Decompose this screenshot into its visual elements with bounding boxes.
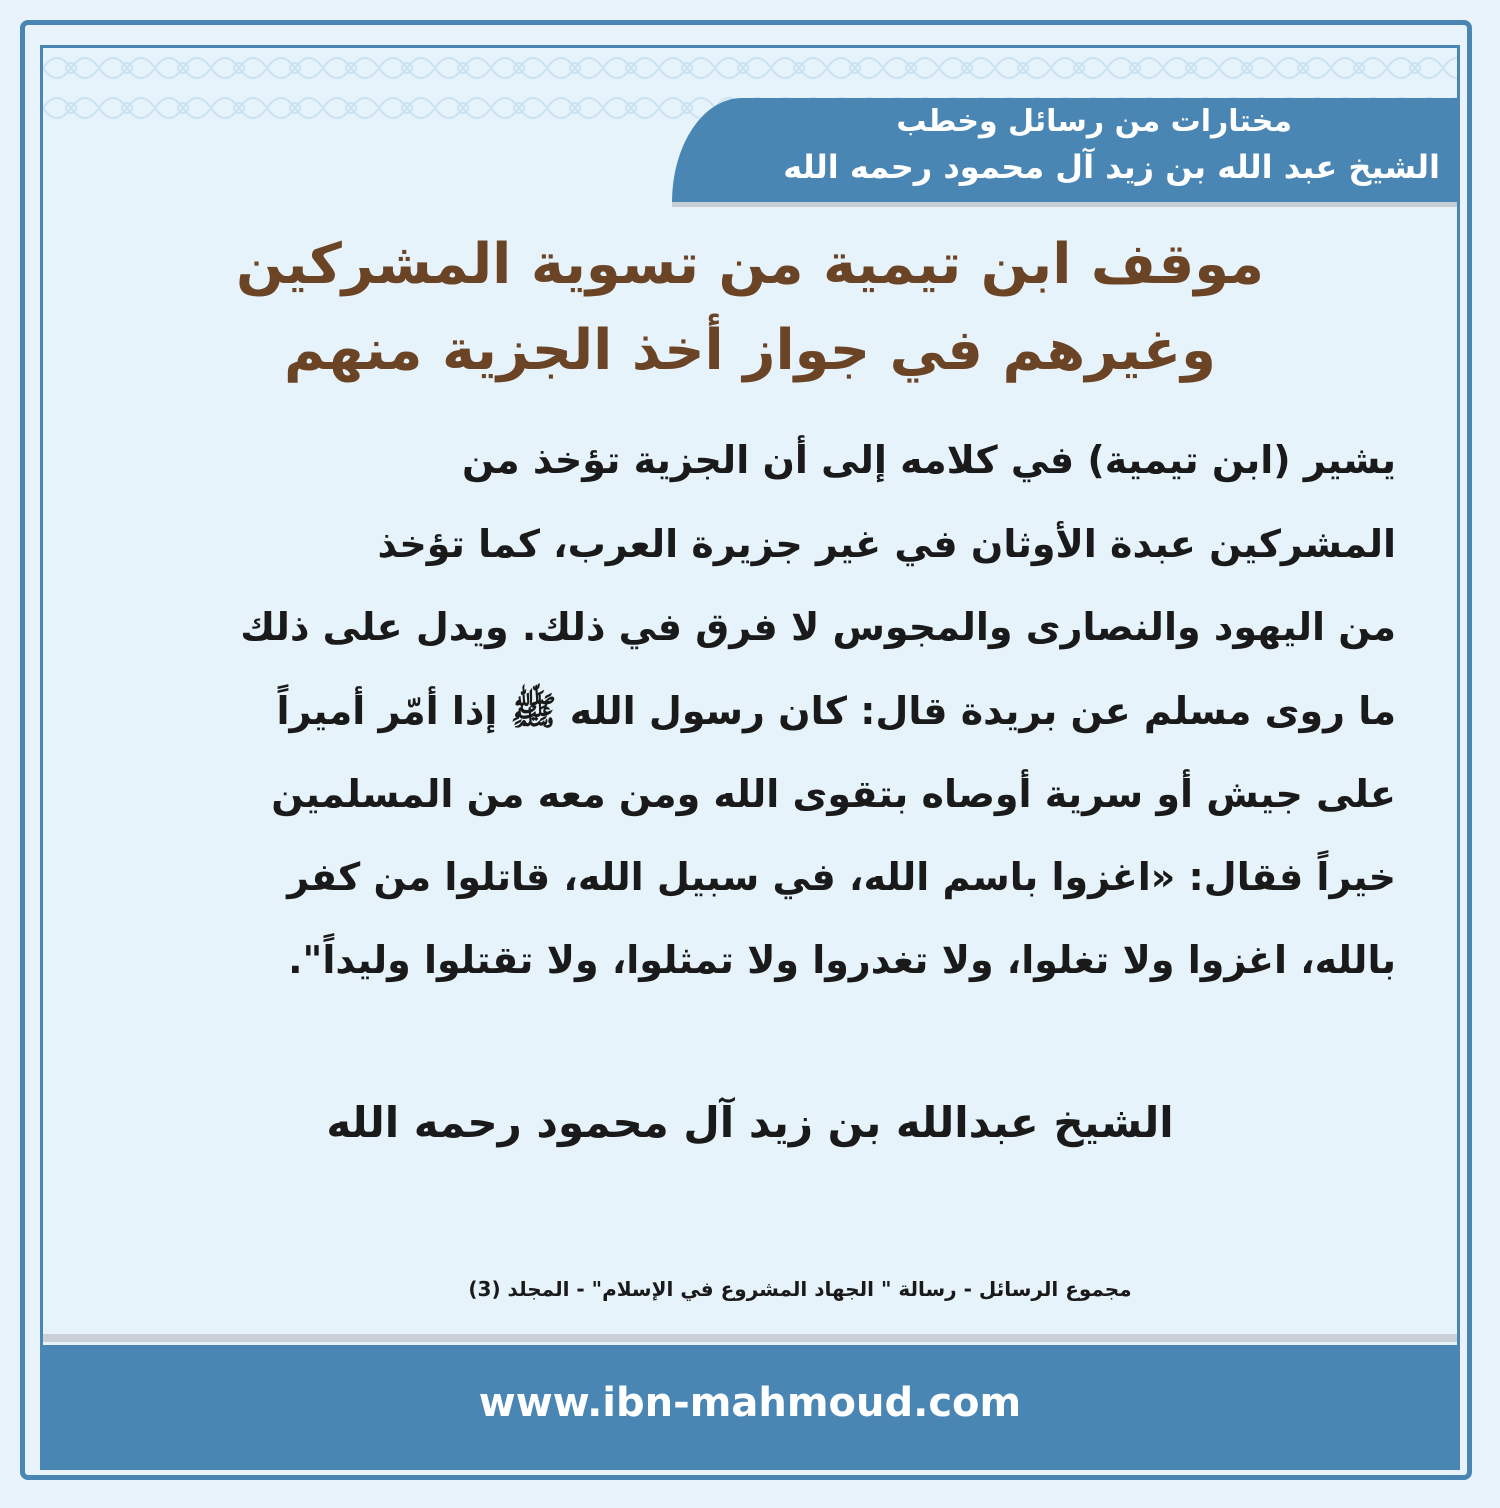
footer-separator bbox=[43, 1334, 1457, 1342]
body-line-2: المشركين عبدة الأوثان في غير جزيرة العرب، كما تؤخذ bbox=[377, 522, 1396, 566]
website-link[interactable]: www.ibn-mahmoud.com bbox=[478, 1380, 1022, 1426]
signature: الشيخ عبدالله بن زيد آل محمود رحمه الله bbox=[326, 1098, 1174, 1147]
page-title-line-1: موقف ابن تيمية من تسوية المشركين bbox=[235, 232, 1265, 297]
source-citation: مجموع الرسائل - رسالة " الجهاد المشروع في الإسلام" - المجلد (3) bbox=[468, 1277, 1132, 1301]
body-line-5: على جيش أو سرية أوصاه بتقوى الله ومن معه من المسلمين bbox=[271, 772, 1396, 816]
header-subtitle: مختارات من رسائل وخطب bbox=[896, 104, 1292, 139]
header-author: الشيخ عبد الله بن زيد آل محمود رحمه الله bbox=[783, 148, 1440, 186]
body-line-7: بالله، اغزوا ولا تغلوا، ولا تغدروا ولا تمثلوا، ولا تقتلوا وليداً". bbox=[288, 938, 1396, 982]
page-title-line-2: وغيرهم في جواز أخذ الجزية منهم bbox=[284, 318, 1216, 383]
body-line-3: من اليهود والنصارى والمجوس لا فرق في ذلك. ويدل على ذلك bbox=[240, 605, 1396, 649]
body-line-1: يشير (ابن تيمية) في كلامه إلى أن الجزية تؤخذ من bbox=[461, 438, 1396, 482]
body-line-4: ما روى مسلم عن بريدة قال: كان رسول الله ﷺ إذا أمّر أميراً bbox=[276, 689, 1396, 733]
body-line-6: خيراً فقال: «اغزوا باسم الله، في سبيل الله، قاتلوا من كفر bbox=[287, 855, 1396, 899]
